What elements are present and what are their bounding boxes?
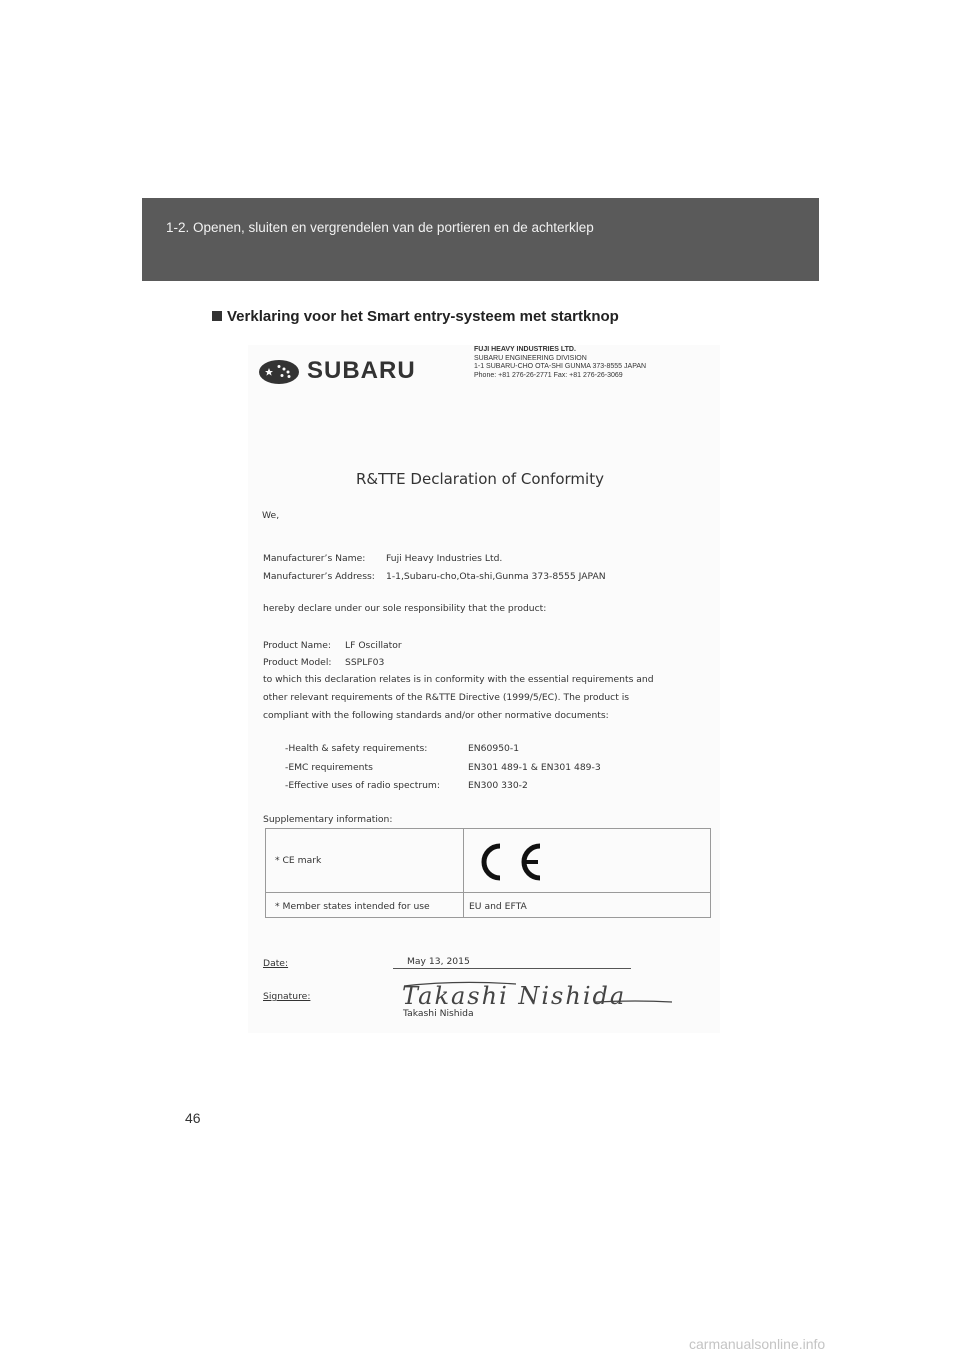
product-name-label: Product Name: (263, 640, 332, 651)
conformity-line: to which this declaration relates is in conformity with the essential requirements and (263, 674, 654, 685)
member-states-label: * Member states intended for use (275, 901, 430, 912)
member-states-value: EU and EFTA (469, 901, 527, 912)
company-name: FUJI HEAVY INDUSTRIES LTD. (474, 346, 576, 353)
supplementary-label: Supplementary information: (263, 814, 393, 825)
requirement-value: EN60950-1 (468, 743, 520, 754)
date-label: Date: (263, 958, 289, 969)
chapter-header-band (142, 198, 819, 281)
document-title: R&TTE Declaration of Conformity (356, 470, 604, 488)
conformity-line: compliant with the following standards and/or other normative documents: (263, 710, 609, 721)
requirement-label: -EMC requirements (285, 762, 373, 773)
we-text: We, (262, 510, 280, 521)
chapter-title: 1-2. Openen, sluiten en vergrendelen van de portieren en de achterklep (166, 220, 594, 235)
table-row-divider (266, 892, 710, 893)
manufacturer-name-label: Manufacturer’s Name: (263, 553, 366, 564)
company-division: SUBARU ENGINEERING DIVISION (474, 354, 587, 362)
product-name-value: LF Oscillator (345, 640, 402, 651)
company-address: 1-1 SUBARU-CHO OTA-SHI GUNMA 373-8555 JAPAN (474, 363, 647, 371)
date-value: May 13, 2015 (407, 956, 470, 967)
ce-mark-icon (478, 840, 548, 884)
table-column-divider (463, 829, 464, 917)
ce-mark-label: * CE mark (275, 855, 322, 866)
requirement-value: EN300 330-2 (468, 780, 528, 791)
requirement-value: EN301 489-1 & EN301 489-3 (468, 762, 601, 773)
section-heading-text: Verklaring voor het Smart entry-systeem met startknop (227, 308, 619, 325)
manufacturer-name-value: Fuji Heavy Industries Ltd. (386, 553, 503, 564)
company-phone: Phone: +81 276-26-2771 Fax: +81 276-26-3069 (474, 371, 623, 379)
conformity-line: other relevant requirements of the R&TTE Directive (1999/5/EC). The product is (263, 692, 630, 703)
signature-label: Signature: (263, 991, 311, 1002)
product-model-label: Product Model: (263, 657, 332, 668)
declaration-document (248, 345, 720, 1033)
manufacturer-address-value: 1-1,Subaru-cho,Ota-shi,Gunma 373-8555 JAPAN (386, 571, 606, 582)
product-model-value: SSPLF03 (345, 657, 385, 668)
declare-text: hereby declare under our sole responsibility that the product: (263, 603, 547, 614)
subaru-logo-text: SUBARU (307, 357, 416, 384)
company-address-block (474, 346, 646, 380)
bullet-square-icon (212, 311, 222, 321)
signatory-name: Takashi Nishida (403, 1008, 474, 1019)
page-number: 46 (185, 1110, 201, 1126)
requirement-label: -Health & safety requirements: (285, 743, 428, 754)
footer-watermark: carmanualsonline.info (689, 1336, 826, 1352)
svg-text:Takashi Nishida: Takashi Nishida (402, 982, 627, 1010)
requirement-label: -Effective uses of radio spectrum: (285, 780, 440, 791)
date-underline (393, 968, 631, 969)
manufacturer-address-label: Manufacturer’s Address: (263, 571, 375, 582)
section-heading (212, 308, 619, 325)
